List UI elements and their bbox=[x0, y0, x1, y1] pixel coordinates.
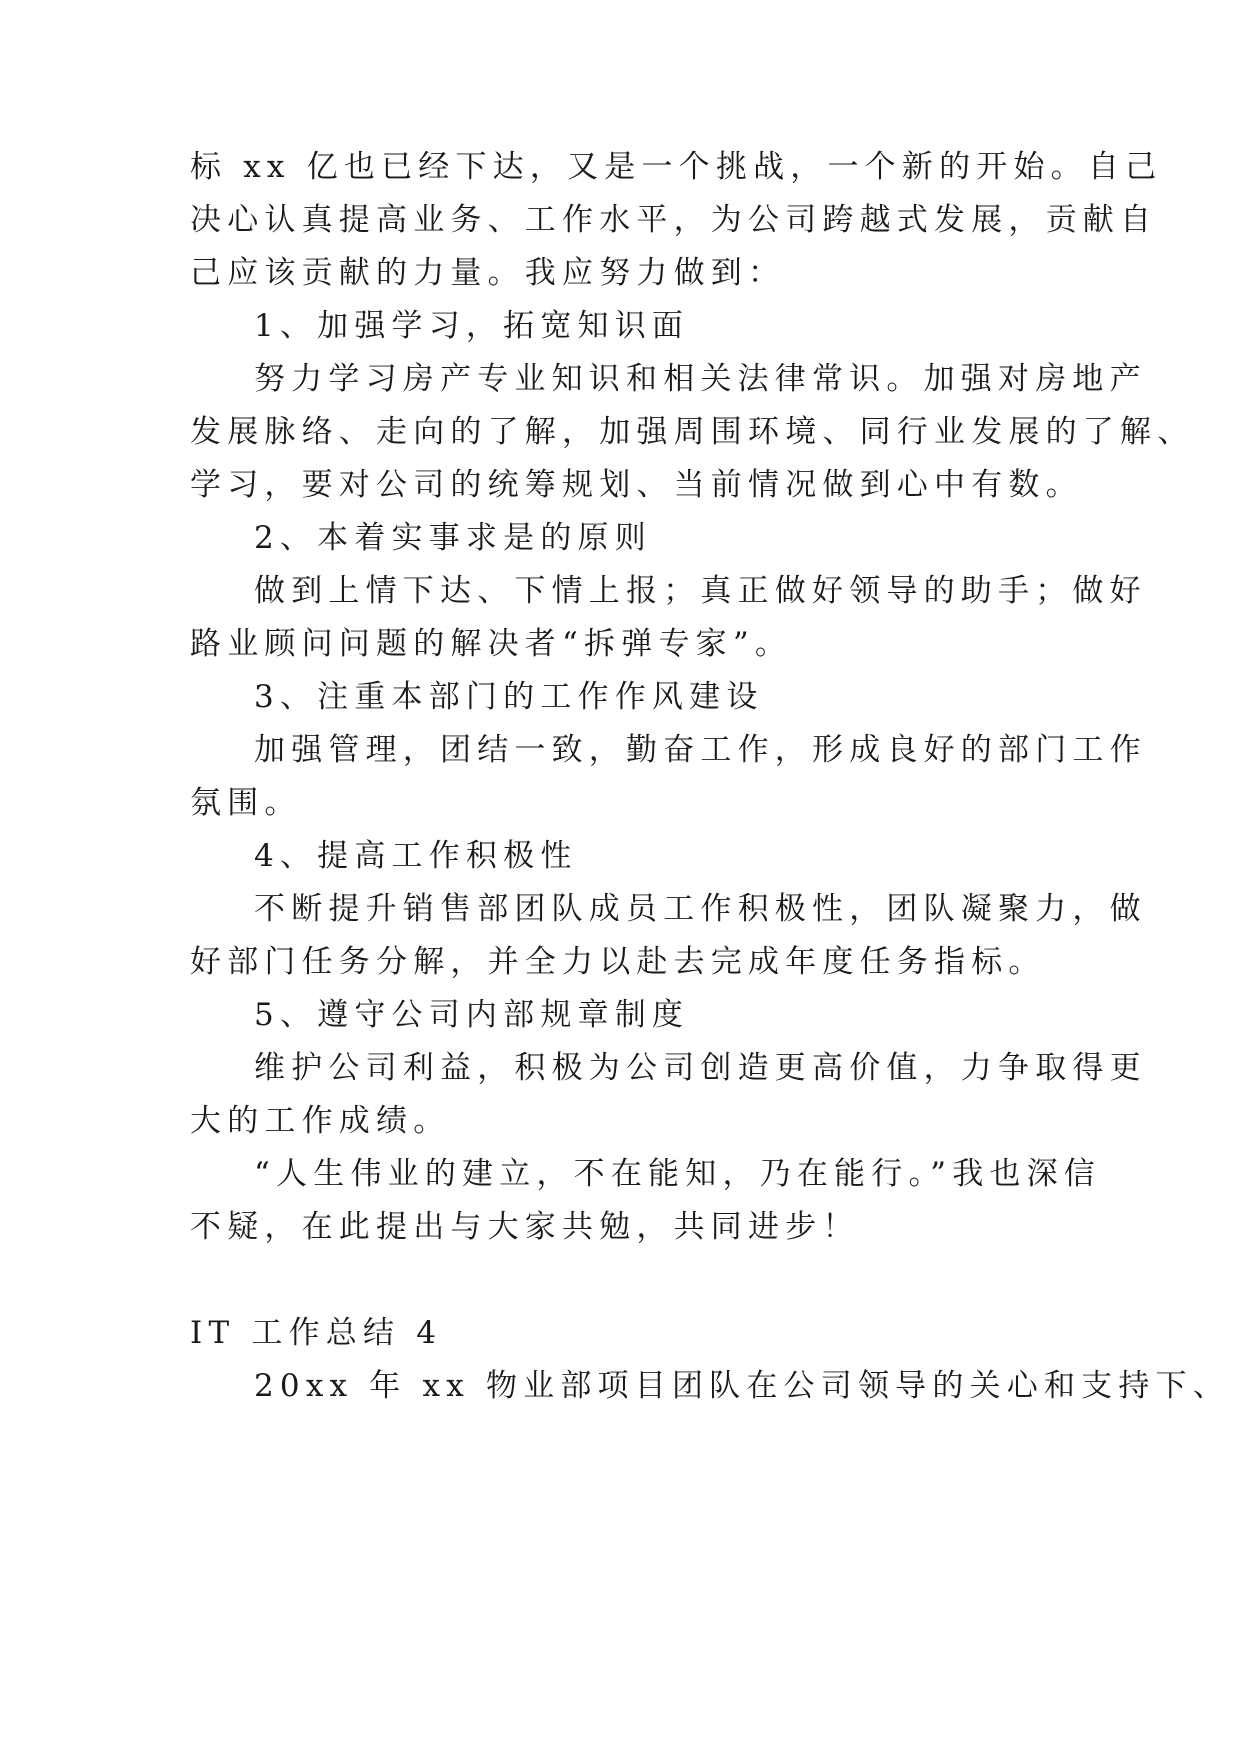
paragraph-line: 大的工作成绩。 bbox=[190, 1103, 451, 1139]
paragraph-line: 不断提升销售部团队成员工作积极性，团队凝聚力，做 bbox=[254, 891, 1147, 927]
paragraph-line: 标 xx 亿也已经下达，又是一个挑战，一个新的开始。自己 bbox=[190, 149, 1163, 185]
paragraph-line: 路业顾问问题的解决者“拆弹专家”。 bbox=[190, 626, 793, 662]
document-heading: IT 工作总结 4 bbox=[190, 1315, 443, 1351]
section-heading: 5、遵守公司内部规章制度 bbox=[254, 997, 690, 1033]
paragraph-line: 20xx 年 xx 物业部项目团队在公司领导的关心和支持下、 bbox=[254, 1368, 1230, 1404]
section-heading: 3、注重本部门的工作作风建设 bbox=[254, 679, 764, 715]
paragraph-line: 己应该贡献的力量。我应努力做到： bbox=[190, 255, 786, 291]
paragraph-line: 努力学习房产专业知识和相关法律常识。加强对房地产 bbox=[254, 361, 1147, 397]
paragraph-line: 发展脉络、走向的了解，加强周围环境、同行业发展的了解、 bbox=[190, 414, 1195, 450]
section-heading: 4、提高工作积极性 bbox=[254, 838, 578, 874]
paragraph-line: “人生伟业的建立，不在能知，乃在能行。”我也深信 bbox=[254, 1156, 1101, 1192]
paragraph-line: 加强管理，团结一致，勤奋工作，形成良好的部门工作 bbox=[254, 732, 1147, 768]
section-heading: 1、加强学习，拓宽知识面 bbox=[254, 308, 690, 344]
paragraph-line: 做到上情下达、下情上报；真正做好领导的助手；做好 bbox=[254, 573, 1147, 609]
paragraph-line: 学习，要对公司的统筹规划、当前情况做到心中有数。 bbox=[190, 467, 1083, 503]
paragraph-line: 好部门任务分解，并全力以赴去完成年度任务指标。 bbox=[190, 944, 1046, 980]
paragraph-line: 维护公司利益，积极为公司创造更高价值，力争取得更 bbox=[254, 1050, 1147, 1086]
section-heading: 2、本着实事求是的原则 bbox=[254, 520, 652, 556]
paragraph-line: 氛围。 bbox=[190, 785, 302, 821]
paragraph-line: 不疑，在此提出与大家共勉，共同进步！ bbox=[190, 1209, 860, 1245]
paragraph-line: 决心认真提高业务、工作水平，为公司跨越式发展，贡献自 bbox=[190, 202, 1158, 238]
